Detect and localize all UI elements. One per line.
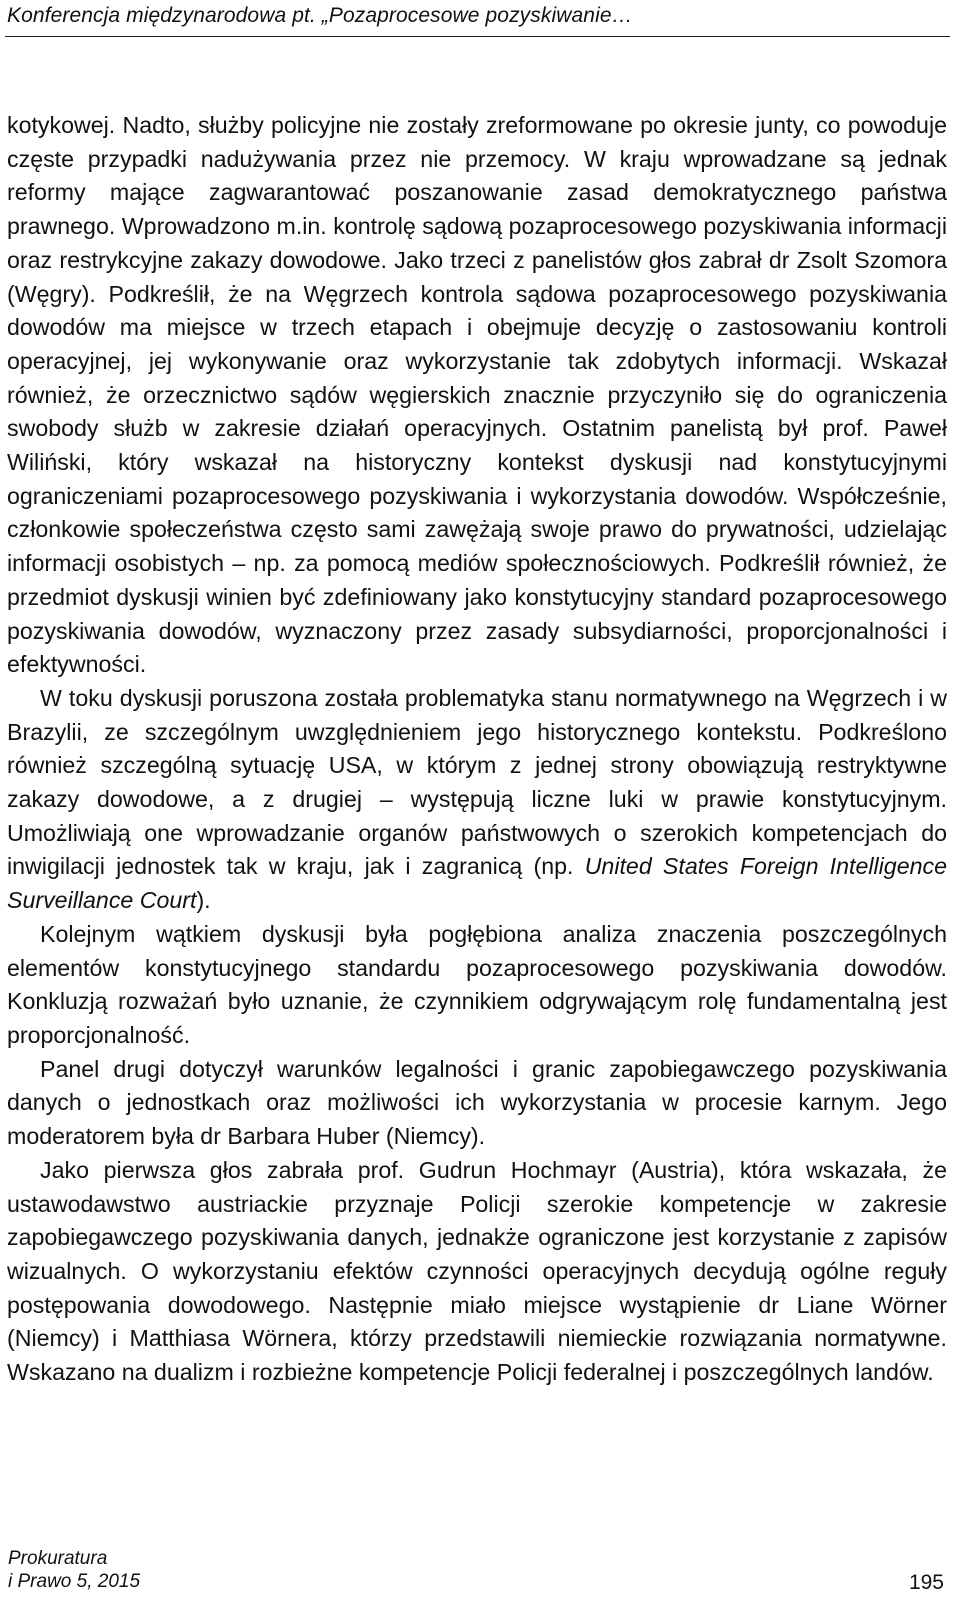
page-number: 195 [908,1571,944,1594]
paragraph-2-text: W toku dyskusji poruszona została problematyka stanu normatywnego na Węgrzech i w Brazylii, ze szczególnym uwzględnieniem jego historycznego kontekstu. Podkreślono również szczególną sytuację USA, w którym z jednej strony obowiązują restryktywne zakazy dowodowe, a z drugiej – występują liczne luki w prawie konstytucyjnym. Umożliwiają one wprowadzanie organów państwowych o szerokich kompetencjach do inwigilacji jednostek tak w kraju, jak i zagranicą (np. [7,684,947,880]
journal-issue: i Prawo 5, 2015 [8,1571,141,1592]
journal-name: Prokuratura [8,1548,108,1569]
paragraph-3: Kolejnym wątkiem dyskusji była pogłębiona analiza znaczenia poszczególnych elementów konstytucyjnego standardu pozaprocesowego pozyskiwania dowodów. Konkluzją rozważań było uznanie, że czynnikiem odgrywającym rolę fundamentalną jest proporcjonalność. [7,920,947,1048]
paragraph-5: Jako pierwsza głos zabrała prof. Gudrun Hochmayr (Austria), która wskazała, że ustawodawstwo austriackie przyznaje Policji szerokie kompetencje w zakresie zapobiegawczego pozyskiwania danych, jednakże ograniczone jest korzystanie z zapisów wizualnych. O wykorzystaniu efektów czynności operacyjnych decydują ogólne reguły postępowania dowodowego. Następnie miało miejsce wystąpienie dr Liane Wörner (Niemcy) i Matthiasa Wörnera, którzy przedstawili niemieckie rozwiązania normatywne. Wskazano na dualizm i rozbieżne kompetencje Policji federalnej i poszczególnych landów. [7,1156,947,1386]
journal-footer [8,1547,140,1593]
article-body [7,109,947,1390]
running-header: Konferencja międzynarodowa pt. „Pozaprocesowe pozyskiwanie… [7,4,633,27]
court-name-italic: United States Foreign Intelligence Surveillance Court [7,853,947,914]
paragraph-2 [7,682,947,918]
paragraph-2-end: ). [196,887,211,914]
header-divider [5,36,950,37]
paragraph-4: Panel drugi dotyczył warunków legalności i granic zapobiegawczego pozyskiwania danych o jednostkach oraz możliwości ich wykorzystania w procesie karnym. Jego moderatorem była dr Barbara Huber (Niemcy). [7,1055,947,1150]
paragraph-1: kotykowej. Nadto, służby policyjne nie zostały zreformowane po okresie junty, co powoduje częste przypadki nadużywania przez nie przemocy. W kraju wprowadzane są jednak reformy mające zagwarantować poszanowanie zasad demokratycznego państwa prawnego. Wprowadzono m.in. kontrolę sądową pozaprocesowego pozyskiwania informacji oraz restrykcyjne zakazy dowodowe. Jako trzeci z panelistów głos zabrał dr Zsolt Szomora (Węgry). Podkreślił, że na Węgrzech kontrola sądowa pozaprocesowego pozyskiwania dowodów ma miejsce w trzech etapach i obejmuje decyzję o zastosowaniu kontroli operacyjnej, jej wykonywanie oraz wykorzystanie tak zdobytych informacji. Wskazał również, że orzecznictwo sądów węgierskich znacznie przyczyniło się do ograniczenia swobody służb w zakresie działań operacyjnych. Ostatnim panelistą był prof. Paweł Wiliński, który wskazał na historyczny kontekst dyskusji nad konstytucyjnymi ograniczeniami pozaprocesowego pozyskiwania i wykorzystania dowodów. Współcześnie, członkowie społeczeństwa często sami zawężają swoje prawo do prywatności, udzielając informacji osobistych – np. za pomocą mediów społecznościowych. Podkreślił również, że przedmiot dyskusji winien być zdefiniowany jako konstytucyjny standard pozaprocesowego pozyskiwania dowodów, wyznaczony przez zasady subsydiarności, proporcjonalności i efektywności. [7,112,947,678]
